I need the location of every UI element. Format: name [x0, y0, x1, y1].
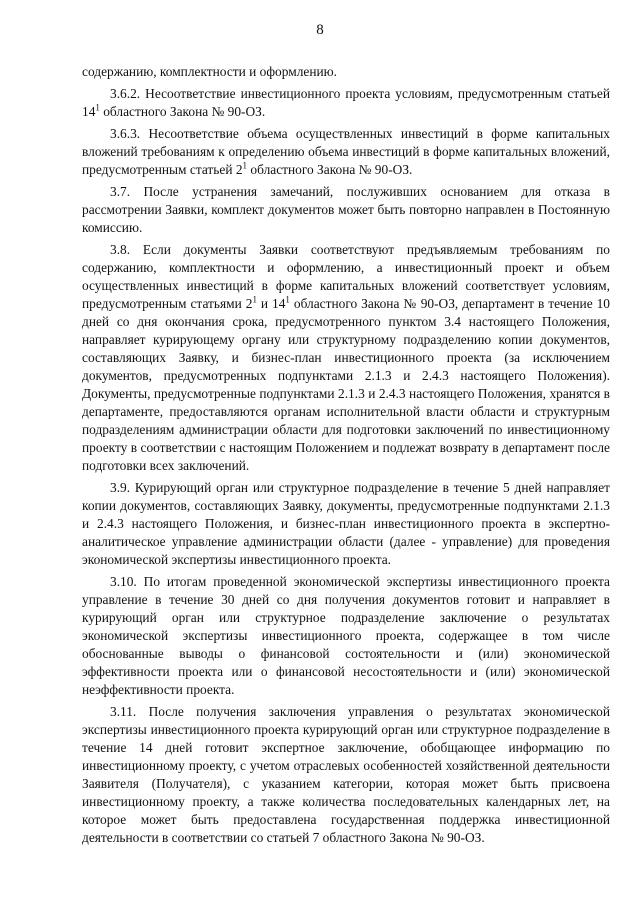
paragraph-p7: [82, 703, 610, 847]
paragraph-text: 3.8. Если документы Заявки соответствуют предъявляемым требованиям по содержанию, комплектности и оформлению, а инвестиционный проект и объем осуществленных инвестиций в форме капитальных вложений соответствует условиям, предусмотренным статьями 2: [82, 242, 610, 311]
paragraph-text: 3.6.3. Несоответствие объема осуществленных инвестиций в форме капитальных вложений требованиям к определению объема инвестиций в форме капитальных вложений, предусмотренным статьей 2: [82, 126, 610, 177]
paragraph-text: 3.10. По итогам проведенной экономической экспертизы инвестиционного проекта управление в течение 30 дней со дня получения документов готовит и направляет в курирующий орган или структурное подразделение заключение о результатах экономической экспертизы инвестиционного проекта, содержащее в том числе обоснованные выводы о финансовой состоятельности и (или) экономической эффективности проекта или о финансовой несостоятельности и (или) экономической неэффективности проекта.: [82, 574, 610, 697]
paragraph-text: областного Закона № 90-ОЗ.: [99, 104, 266, 119]
paragraph-text: областного Закона № 90-ОЗ, департамент в течение 10 дней со дня окончания срока, предусмотренного пунктом 3.4 настоящего Положения, направляет курирующему органу или структурному подразделению копии документов, составляющих Заявку, и бизнес-план инвестиционного проекта (за исключением документов, предусмотренных подпунктами 2.1.3 и 2.4.3 настоящего Положения). Документы, предусмотренные подпунктами 2.1.3 и 2.4.3 настоящего Положения, хранятся в департаменте, предоставляются органам исполнительной власти области и структурным подразделениям администрации области для подготовки заключений по инвестиционному проекту в соответствии с настоящим Положением и подлежат возврату в департамент после подготовки всех заключений.: [82, 296, 610, 473]
superscript: 1: [285, 294, 290, 305]
paragraph-p3: [82, 183, 610, 237]
paragraph-text: и 14: [256, 296, 286, 311]
paragraph-p4: [82, 241, 610, 475]
paragraph-text: 3.11. После получения заключения управления о результатах экономической экспертизы инвестиционного проекта курирующий орган или структурное подразделение в течение 14 дней готовит экспертное заключение, обобщающее информацию по инвестиционному проекту, с учетом отраслевых особенностей хозяйственной деятельности Заявителя (Получателя), с указанием категории, которая может быть присвоена инвестиционному проекту, а также количества последовательных календарных лет, на которое может быть предоставлена государственная поддержка инвестиционной деятельности в соответствии со статьей 7 областного Закона № 90-ОЗ.: [82, 704, 610, 845]
paragraph-p5: [82, 479, 610, 569]
paragraph-text: 3.7. После устранения замечаний, послуживших основанием для отказа в рассмотрении Заявки, комплект документов может быть повторно направлен в Постоянную комиссию.: [82, 184, 610, 235]
paragraph-p6: [82, 573, 610, 699]
superscript: 1: [95, 102, 100, 113]
superscript: 1: [242, 160, 248, 171]
page-number: 8: [316, 22, 324, 38]
paragraph-text: областного Закона № 90-ОЗ.: [247, 162, 413, 177]
paragraph-p1: [82, 85, 610, 121]
paragraph-text: 3.9. Курирующий орган или структурное подразделение в течение 5 дней направляет копии документов, составляющих Заявку, документы, предусмотренные подпунктами 2.1.3 и 2.4.3 настоящего Положения, и бизнес-план инвестиционного проекта в экспертно-аналитическое управление администрации области (далее - управление) для проведения экономической экспертизы инвестиционного проекта.: [82, 480, 610, 567]
paragraph-p2: [82, 125, 610, 179]
superscript: 1: [252, 294, 257, 305]
paragraph-text: 3.6.2. Несоответствие инвестиционного проекта условиям, предусмотренным статьей 14: [82, 86, 610, 119]
document-body: [82, 63, 610, 851]
paragraph-p0: [82, 63, 610, 81]
paragraph-text: содержанию, комплектности и оформлению.: [82, 64, 338, 79]
